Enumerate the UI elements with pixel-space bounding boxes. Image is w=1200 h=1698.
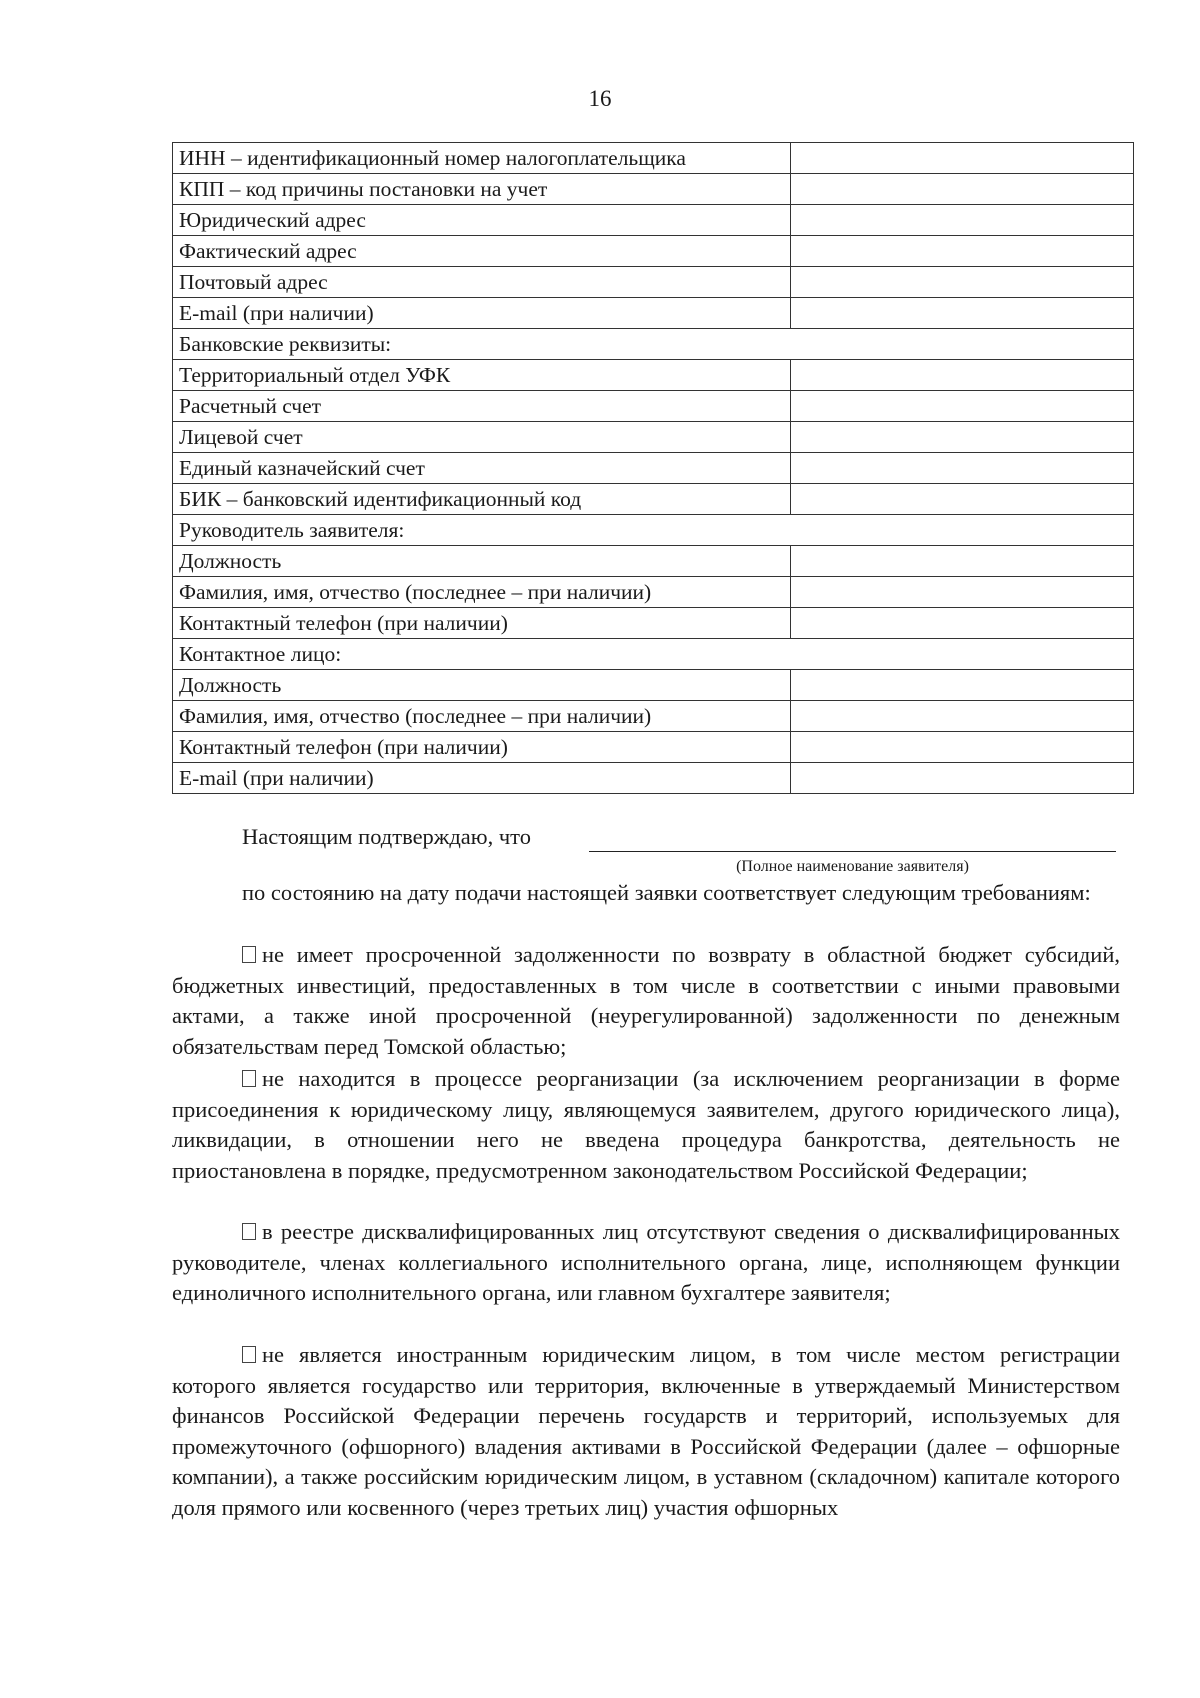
table-section-row xyxy=(173,515,1134,546)
table-row xyxy=(173,236,1134,267)
table-row xyxy=(173,608,1134,639)
field-label-cell: КПП – код причины постановки на учет xyxy=(173,174,791,205)
field-label-cell: ИНН – идентификационный номер налогоплательщика xyxy=(173,143,791,174)
requirements-intro: по состоянию на дату подачи настоящей заявки соответствует следующим требованиям: xyxy=(242,880,1091,905)
confirm-statement: Настоящим подтверждаю, что xyxy=(242,824,531,849)
table-row xyxy=(173,360,1134,391)
field-label-cell: БИК – банковский идентификационный код xyxy=(173,484,791,515)
section-heading-cell: Банковские реквизиты: xyxy=(173,329,1134,360)
field-label-cell: Фактический адрес xyxy=(173,236,791,267)
field-value-cell[interactable] xyxy=(791,453,1134,484)
requirement-item xyxy=(172,1217,1120,1309)
table-body xyxy=(173,143,1134,794)
field-label-cell: E-mail (при наличии) xyxy=(173,298,791,329)
field-label-cell: Должность xyxy=(173,546,791,577)
field-label-cell: Контактный телефон (при наличии) xyxy=(173,608,791,639)
section-heading-cell: Руководитель заявителя: xyxy=(173,515,1134,546)
table-row xyxy=(173,670,1134,701)
field-label-cell: Фамилия, имя, отчество (последнее – при наличии) xyxy=(173,577,791,608)
requirement-text: не имеет просроченной задолженности по возврату в областной бюджет субсидий, бюджетных инвестиций, предоставленных в том числе в соответствии с иными правовыми актами, а также иной просроченной (неурегулированной) задолженности по денежным обязательствам перед Томской областью; xyxy=(172,942,1120,1059)
field-value-cell[interactable] xyxy=(791,205,1134,236)
requirement-text: в реестре дисквалифицированных лиц отсутствуют сведения о дисквалифицированных руководителе, членах коллегиального исполнительного органа, лице, исполняющем функции единоличного исполнительного органа, или главном бухгалтере заявителя; xyxy=(172,1219,1120,1305)
field-label-cell: Контактный телефон (при наличии) xyxy=(173,732,791,763)
field-label-cell: Лицевой счет xyxy=(173,422,791,453)
table-row xyxy=(173,763,1134,794)
section-heading-cell: Контактное лицо: xyxy=(173,639,1134,670)
field-value-cell[interactable] xyxy=(791,174,1134,205)
field-value-cell[interactable] xyxy=(791,391,1134,422)
table-row xyxy=(173,205,1134,236)
field-value-cell[interactable] xyxy=(791,670,1134,701)
requirement-text: не находится в процессе реорганизации (за исключением реорганизации в форме присоединения к юридическому лицу, являющемуся заявителем, другого юридического лица), ликвидации, в отношении него не введена процедура банкротства, деятельность не приостановлена в порядке, предусмотренном законодательством Российской Федерации; xyxy=(172,1066,1120,1183)
table-section-row xyxy=(173,329,1134,360)
requirement-text: не является иностранным юридическим лицом, в том числе местом регистрации которого является государство или территория, включенные в утверждаемый Министерством финансов Российской Федерации перечень государств и территорий, используемых для промежуточного (офшорного) владения активами в Российской Федерации (далее – офшорные компании), а также российским юридическим лицом, в уставном (складочном) капитале которого доля прямого или косвенного (через третьих лиц) участия офшорных xyxy=(172,1342,1120,1520)
field-value-cell[interactable] xyxy=(791,732,1134,763)
field-value-cell[interactable] xyxy=(791,298,1134,329)
table-row xyxy=(173,298,1134,329)
table-row xyxy=(173,701,1134,732)
field-value-cell[interactable] xyxy=(791,236,1134,267)
field-label-cell: Почтовый адрес xyxy=(173,267,791,298)
field-value-cell[interactable] xyxy=(791,546,1134,577)
table-row xyxy=(173,453,1134,484)
page-number: 16 xyxy=(588,86,612,111)
field-value-cell[interactable] xyxy=(791,608,1134,639)
field-value-cell[interactable] xyxy=(791,577,1134,608)
table-row xyxy=(173,732,1134,763)
table-row xyxy=(173,546,1134,577)
field-label-cell: E-mail (при наличии) xyxy=(173,763,791,794)
table-row xyxy=(173,484,1134,515)
table-row xyxy=(173,174,1134,205)
field-value-cell[interactable] xyxy=(791,763,1134,794)
checkbox[interactable] xyxy=(242,946,256,963)
table-row xyxy=(173,391,1134,422)
table-section-row xyxy=(173,639,1134,670)
field-value-cell[interactable] xyxy=(791,143,1134,174)
field-label-cell: Фамилия, имя, отчество (последнее – при наличии) xyxy=(173,701,791,732)
table-row xyxy=(173,577,1134,608)
field-value-cell[interactable] xyxy=(791,701,1134,732)
field-value-cell[interactable] xyxy=(791,484,1134,515)
field-label-cell: Расчетный счет xyxy=(173,391,791,422)
requirement-item xyxy=(172,1340,1120,1523)
checkbox[interactable] xyxy=(242,1346,256,1363)
applicant-details-table xyxy=(172,142,1134,794)
field-value-cell[interactable] xyxy=(791,360,1134,391)
checkbox[interactable] xyxy=(242,1070,256,1087)
applicant-name-blank[interactable] xyxy=(589,851,1116,852)
table-row xyxy=(173,422,1134,453)
field-label-cell: Юридический адрес xyxy=(173,205,791,236)
field-value-cell[interactable] xyxy=(791,422,1134,453)
field-label-cell: Должность xyxy=(173,670,791,701)
table-row xyxy=(173,143,1134,174)
field-label-cell: Единый казначейский счет xyxy=(173,453,791,484)
requirement-item xyxy=(172,1064,1120,1186)
applicant-name-caption: (Полное наименование заявителя) xyxy=(736,858,969,875)
field-value-cell[interactable] xyxy=(791,267,1134,298)
table-row xyxy=(173,267,1134,298)
field-label-cell: Территориальный отдел УФК xyxy=(173,360,791,391)
requirement-item xyxy=(172,940,1120,1062)
checkbox[interactable] xyxy=(242,1223,256,1240)
